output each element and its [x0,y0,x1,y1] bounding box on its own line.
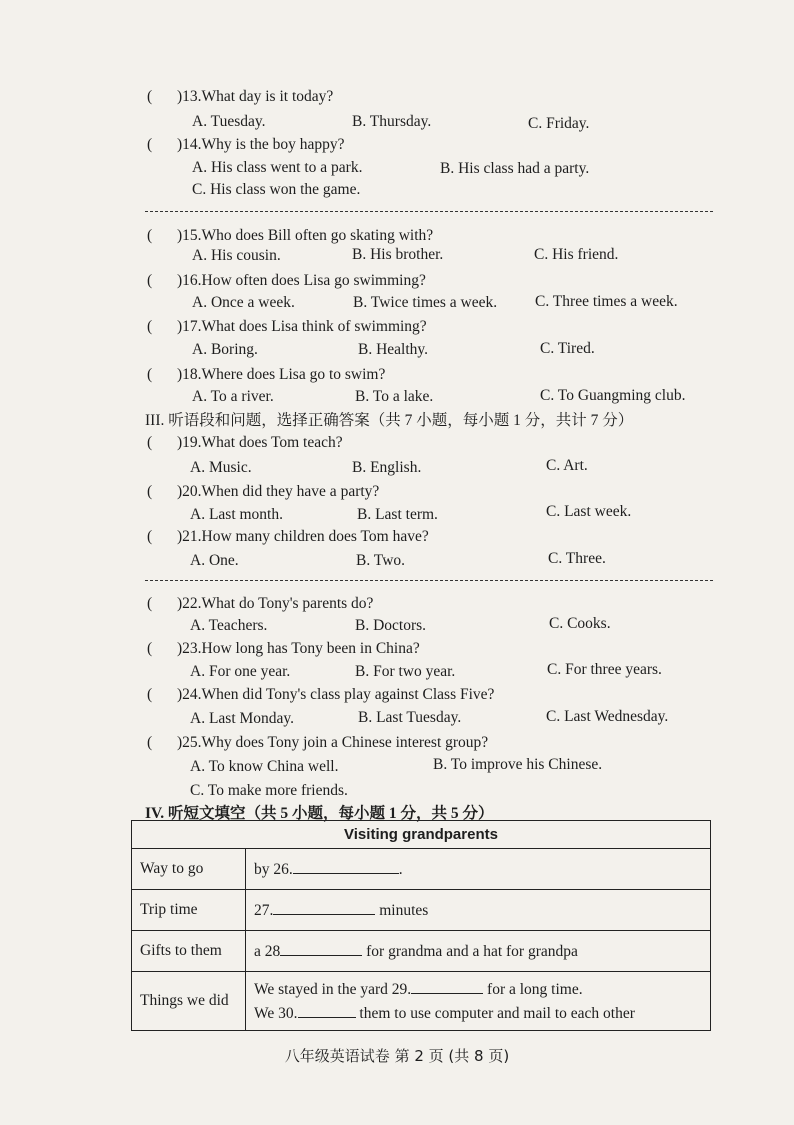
blank-27[interactable] [273,900,375,915]
row-label-gifts: Gifts to them [132,931,246,972]
option-20a: A. Last month. [190,506,283,523]
blank-30[interactable] [298,1003,356,1018]
question-15: ( )15.Who does Bill often go skating with? [147,227,434,244]
page-footer: 八年级英语试卷 第 2 页 (共 8 页) [284,1047,510,1065]
row-value-time: 27. minutes [246,890,711,931]
question-17: ( )17.What does Lisa think of swimming? [147,318,427,335]
option-14c: C. His class won the game. [192,181,361,198]
option-18a: A. To a river. [192,388,274,405]
option-22a: A. Teachers. [190,617,268,634]
row-value-gifts: a 28 for grandma and a hat for grandpa [246,931,711,972]
option-19a: A. Music. [190,459,252,476]
dashed-separator [145,580,713,581]
blank-26[interactable] [293,859,399,874]
option-14a: A. His class went to a park. [192,159,363,176]
option-18c: C. To Guangming club. [540,387,686,404]
option-21b: B. Two. [356,552,406,569]
row-value-things [246,972,711,1031]
option-20b: B. Last term. [357,506,438,523]
option-25a: A. To know China well. [190,758,339,775]
section-3-title: III. 听语段和问题，选择正确答案（共 7 小题，每小题 1 分，共计 7 分） [145,412,634,429]
option-17c: C. Tired. [540,340,595,357]
question-20: ( )20.When did they have a party? [147,483,380,500]
option-15a: A. His cousin. [192,247,281,264]
option-14b: B. His class had a party. [440,160,590,177]
question-23: ( )23.How long has Tony been in China? [147,640,420,657]
question-16: ( )16.How often does Lisa go swimming? [147,272,426,289]
table-title: Visiting grandparents [132,821,711,849]
question-25: ( )25.Why does Tony join a Chinese interest group? [147,734,489,751]
option-15b: B. His brother. [352,246,444,263]
row-value-way: by 26. . [246,849,711,890]
option-13b: B. Thursday. [352,113,432,130]
option-13c: C. Friday. [528,115,590,132]
option-23a: A. For one year. [190,663,291,680]
option-15c: C. His friend. [534,246,619,263]
option-18b: B. To a lake. [355,388,434,405]
option-20c: C. Last week. [546,503,632,520]
option-25c: C. To make more friends. [190,782,348,799]
question-19: ( )19.What does Tom teach? [147,434,343,451]
question-22: ( )22.What do Tony's parents do? [147,595,374,612]
option-16c: C. Three times a week. [535,293,678,310]
option-25b: B. To improve his Chinese. [433,756,603,773]
question-24: ( )24.When did Tony's class play against Class Five? [147,686,495,703]
question-13: ( )13.What day is it today? [147,88,334,105]
option-16b: B. Twice times a week. [353,294,498,311]
option-24b: B. Last Tuesday. [358,709,462,726]
option-23c: C. For three years. [547,661,662,678]
question-14: ( )14.Why is the boy happy? [147,136,345,153]
option-23b: B. For two year. [355,663,456,680]
option-19b: B. English. [352,459,422,476]
option-22c: C. Cooks. [549,615,611,632]
option-19c: C. Art. [546,457,588,474]
option-24a: A. Last Monday. [190,710,295,727]
option-17b: B. Healthy. [358,341,429,358]
option-16a: A. Once a week. [192,294,295,311]
option-24c: C. Last Wednesday. [546,708,669,725]
option-22b: B. Doctors. [355,617,427,634]
option-21a: A. One. [190,552,239,569]
question-21: ( )21.How many children does Tom have? [147,528,429,545]
blank-29[interactable] [411,979,483,994]
row-label-way: Way to go [132,849,246,890]
row-label-things: Things we did [132,972,246,1031]
section-4-title: IV. 听短文填空（共 5 小题，每小题 1 分，共 5 分） [145,805,494,822]
option-13a: A. Tuesday. [192,113,266,130]
things-line-1: We stayed in the yard 29. for a long time. [254,981,583,998]
row-label-time: Trip time [132,890,246,931]
dashed-separator [145,211,713,212]
option-17a: A. Boring. [192,341,258,358]
option-21c: C. Three. [548,550,606,567]
things-line-2: We 30. them to use computer and mail to each other [254,1005,635,1022]
fill-in-table [131,820,711,1031]
blank-28[interactable] [280,941,362,956]
question-18: ( )18.Where does Lisa go to swim? [147,366,386,383]
